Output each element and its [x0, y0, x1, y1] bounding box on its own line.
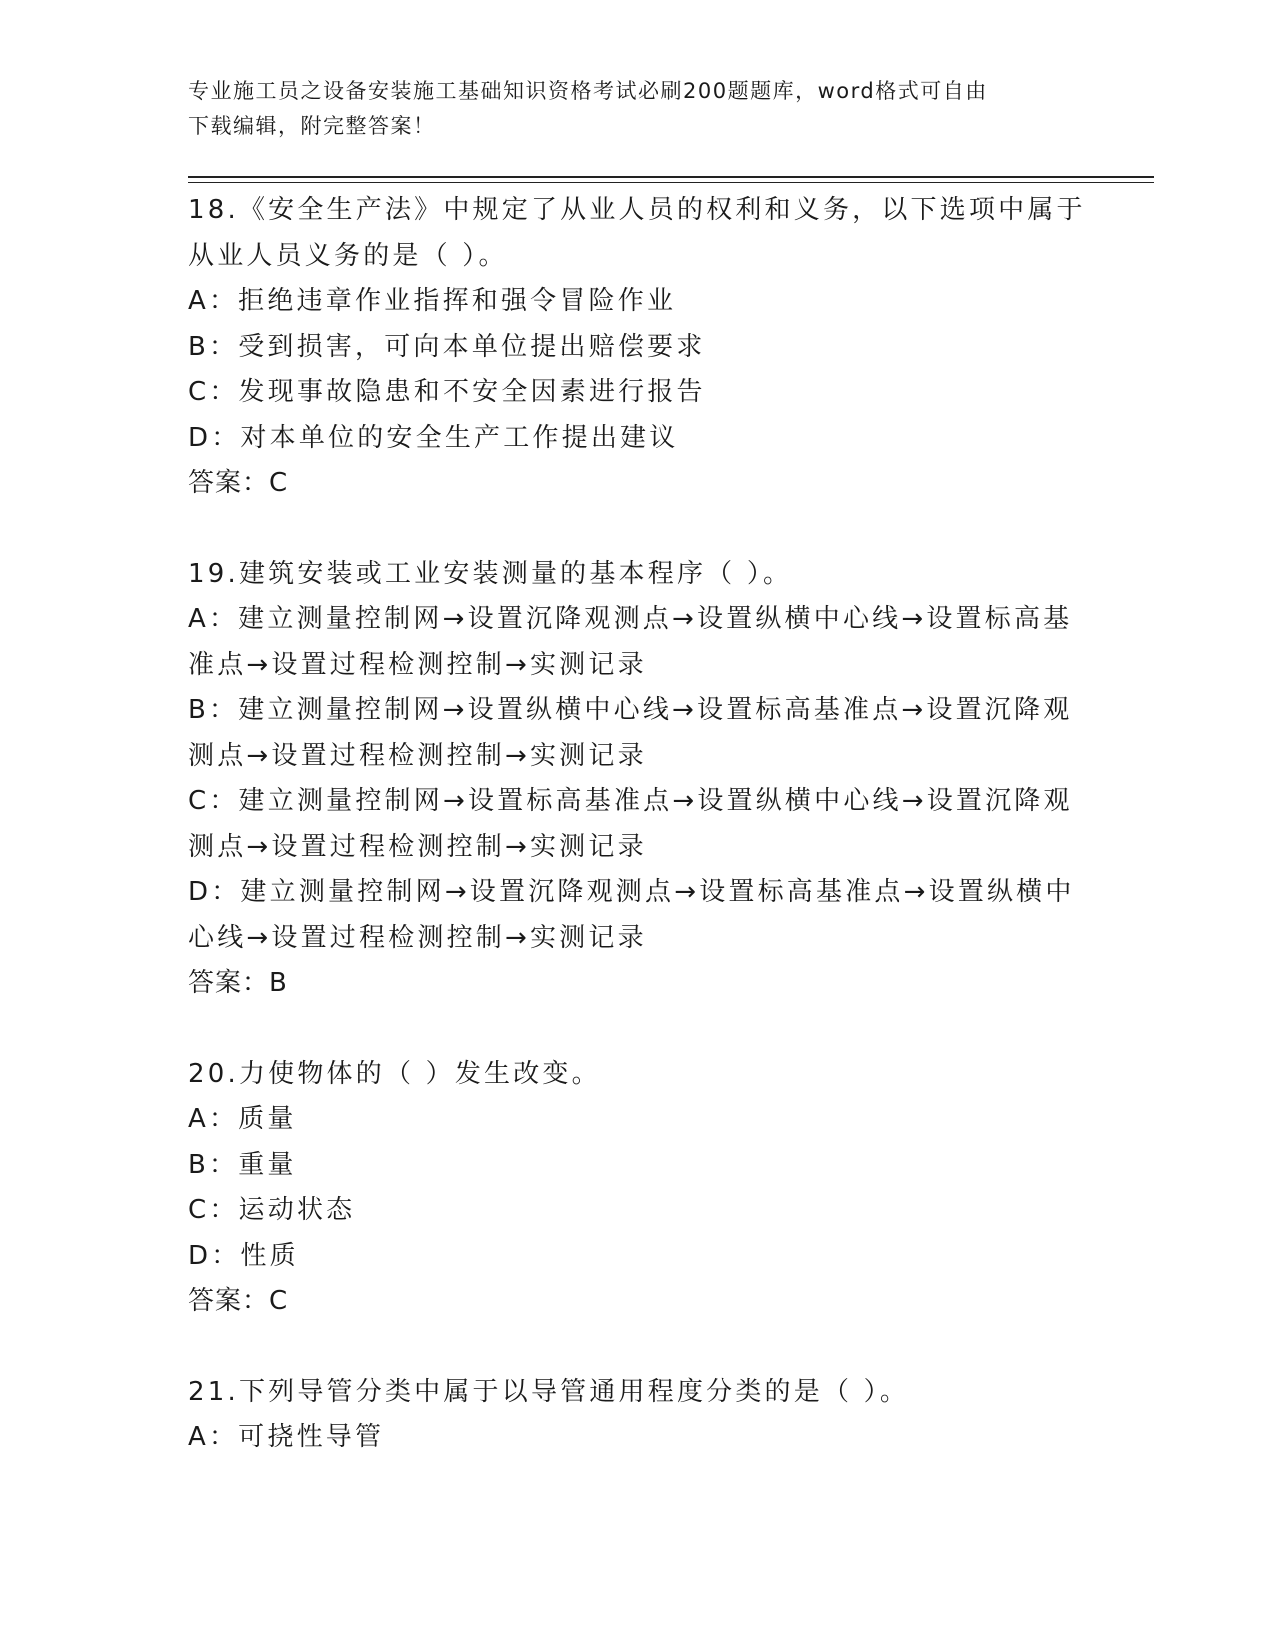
option-d: D：性质 — [188, 1240, 299, 1271]
option-c: C：运动状态 — [188, 1195, 356, 1225]
document-header — [188, 74, 1068, 144]
answer: 答案：C — [188, 468, 289, 498]
option-d: D：建立测量控制网→设置沉降观测点→设置标高基准点→设置纵横中 — [188, 877, 1075, 907]
option-a: A：可挠性导管 — [188, 1422, 385, 1452]
header-line-1: 专业施工员之设备安装施工基础知识资格考试必刷200题题库，word格式可自由 — [188, 79, 988, 103]
question-stem: 19.建筑安装或工业安装测量的基本程序（ ）。 — [188, 558, 793, 589]
header-divider-thick — [188, 176, 1154, 178]
question-stem-continued: 从业人员义务的是（ ）。 — [188, 240, 508, 271]
option-b: B：受到损害，可向本单位提出赔偿要求 — [188, 331, 706, 362]
option-a: A：拒绝违章作业指挥和强令冒险作业 — [188, 286, 677, 316]
question-stem: 18.《安全生产法》中规定了从业人员的权利和义务，以下选项中属于 — [188, 195, 1086, 225]
option-a: A：建立测量控制网→设置沉降观测点→设置纵横中心线→设置标高基 — [188, 604, 1073, 634]
answer: 答案：C — [188, 1286, 289, 1316]
header-line-2: 下载编辑，附完整答案！ — [188, 114, 436, 138]
question-stem: 20.力使物体的（ ）发生改变。 — [188, 1058, 601, 1089]
option-c: C：发现事故隐患和不安全因素进行报告 — [188, 377, 706, 407]
option-d: D：对本单位的安全生产工作提出建议 — [188, 422, 679, 453]
option-a-continued: 准点→设置过程检测控制→实测记录 — [188, 649, 647, 680]
option-a: A：质量 — [188, 1104, 297, 1134]
question-list — [188, 188, 1088, 1506]
question-19 — [188, 552, 1088, 1007]
question-21 — [188, 1370, 1088, 1461]
question-20 — [188, 1052, 1088, 1325]
option-b: B：重量 — [188, 1149, 297, 1180]
answer: 答案：B — [188, 968, 288, 998]
option-c: C：建立测量控制网→设置标高基准点→设置纵横中心线→设置沉降观 — [188, 786, 1073, 816]
question-18 — [188, 188, 1088, 507]
option-b-continued: 测点→设置过程检测控制→实测记录 — [188, 740, 647, 771]
question-stem: 21.下列导管分类中属于以导管通用程度分类的是（ ）。 — [188, 1376, 910, 1407]
option-b: B：建立测量控制网→设置纵横中心线→设置标高基准点→设置沉降观 — [188, 695, 1073, 725]
option-d-continued: 心线→设置过程检测控制→实测记录 — [188, 922, 647, 953]
header-divider-thin — [188, 182, 1154, 183]
option-c-continued: 测点→设置过程检测控制→实测记录 — [188, 831, 647, 862]
